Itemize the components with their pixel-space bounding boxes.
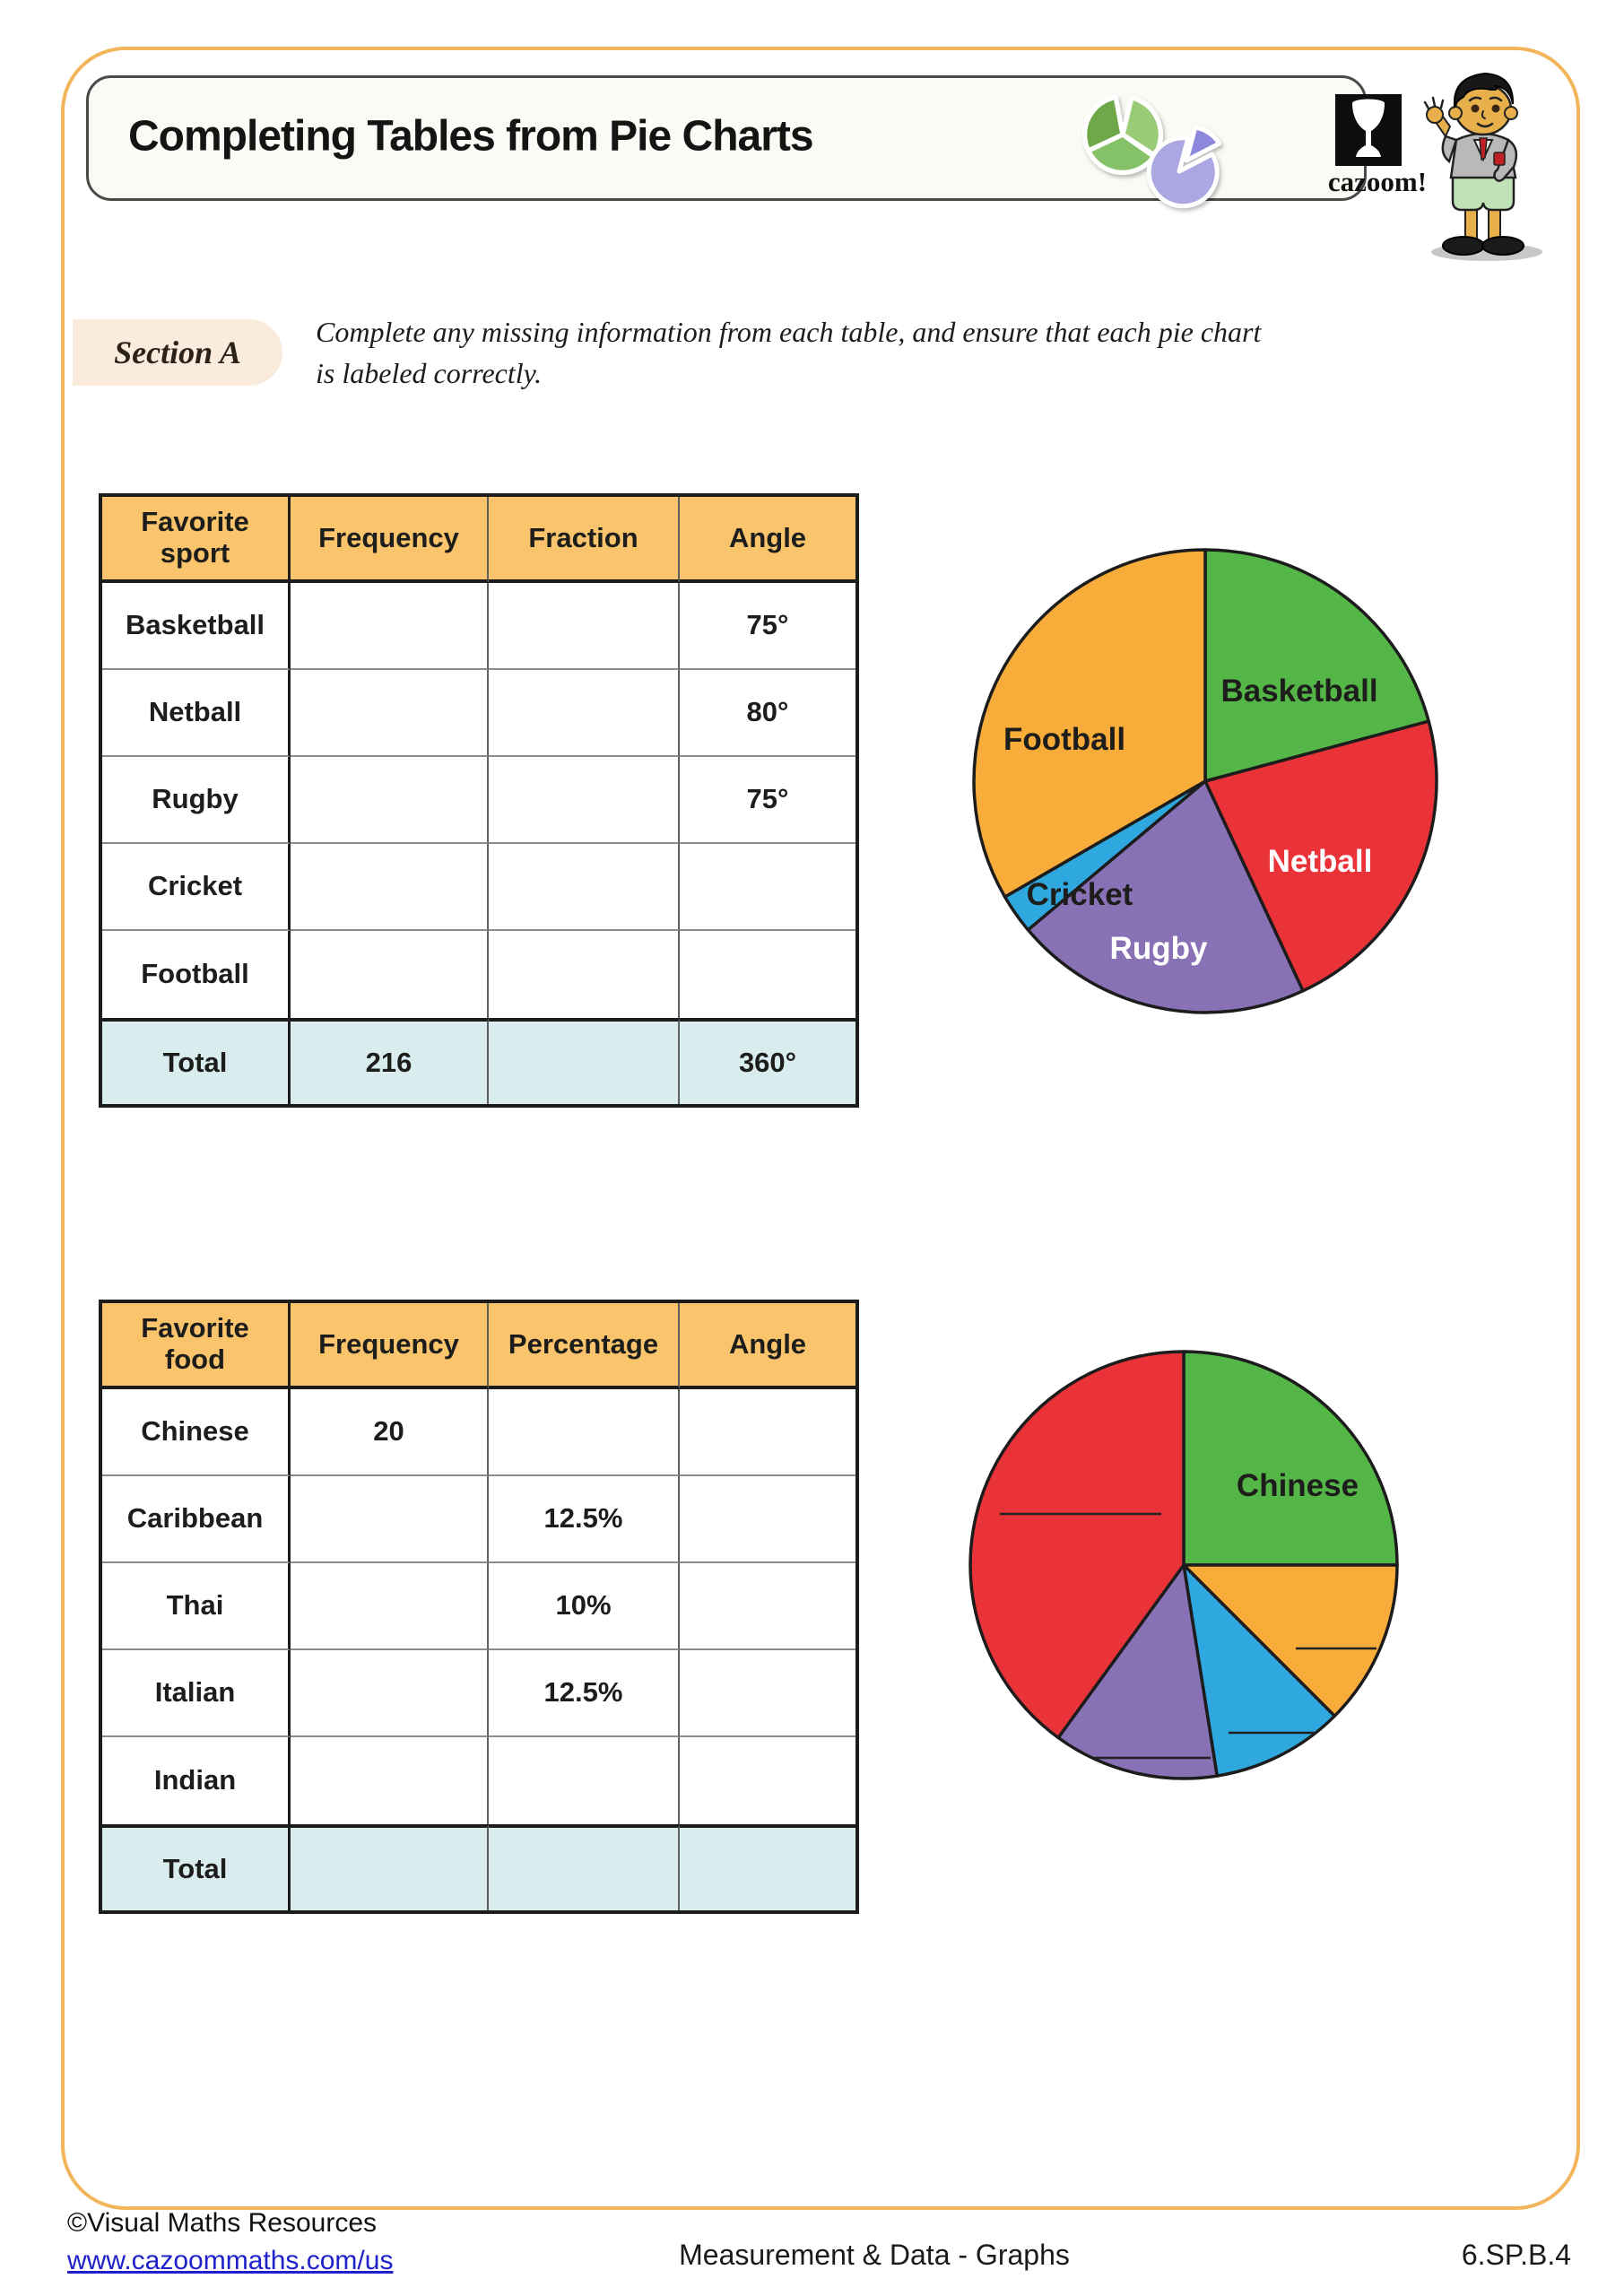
row-blank-cell — [489, 931, 680, 1018]
row-value-cell: 12.5% — [489, 1650, 680, 1737]
total-value-cell: 216 — [291, 1018, 489, 1104]
row-blank-cell — [680, 844, 855, 931]
row-blank-cell — [680, 1563, 855, 1650]
row-blank-cell — [291, 1476, 489, 1563]
total-label-cell: Total — [102, 1824, 291, 1910]
row-blank-cell — [489, 583, 680, 670]
row-blank-cell — [291, 757, 489, 844]
boy-mascot — [1399, 59, 1565, 270]
total-label-cell: Total — [102, 1018, 291, 1104]
section-a-badge: Section A — [73, 319, 282, 386]
total-value-cell: 360° — [680, 1018, 855, 1104]
row-value-cell: 10% — [489, 1563, 680, 1650]
footer-category: Measurement & Data - Graphs — [679, 2239, 1070, 2271]
cazoom-logo-text: cazoom! — [1327, 166, 1428, 197]
row-blank-cell — [291, 931, 489, 1018]
row-blank-cell — [680, 931, 855, 1018]
cazoom-drum-icon — [1335, 94, 1402, 166]
pie-label-netball: Netball — [1267, 844, 1373, 879]
row-value-cell: 80° — [680, 670, 855, 757]
row-blank-cell — [291, 583, 489, 670]
total-blank-cell — [680, 1824, 855, 1910]
row-label-cell: Indian — [102, 1737, 291, 1824]
header-value-cell: Percentage — [489, 1303, 680, 1389]
row-blank-cell — [680, 1737, 855, 1824]
total-blank-cell — [291, 1824, 489, 1910]
header-value-cell: Fraction — [489, 497, 680, 583]
instructions-line-1: Complete any missing information from each table, and ensure that each pie chart — [316, 316, 1262, 348]
row-value-cell: 12.5% — [489, 1476, 680, 1563]
row-blank-cell — [680, 1650, 855, 1737]
row-blank-cell — [680, 1389, 855, 1476]
purple-pie-icon — [1136, 121, 1226, 211]
total-blank-cell — [489, 1824, 680, 1910]
pie-label-football: Football — [1003, 722, 1126, 757]
row-label-cell: Chinese — [102, 1389, 291, 1476]
footer-copyright: ©Visual Maths Resources — [67, 2208, 378, 2238]
header-label-cell: Favorite food — [102, 1303, 291, 1389]
row-label-cell: Thai — [102, 1563, 291, 1650]
row-blank-cell — [291, 1737, 489, 1824]
header-value-cell: Frequency — [291, 497, 489, 583]
pie-slice-chinese — [1184, 1352, 1397, 1565]
row-value-cell: 75° — [680, 583, 855, 670]
row-label-cell: Cricket — [102, 844, 291, 931]
sports-pie-chart — [966, 542, 1445, 1021]
sports-table — [99, 493, 859, 1108]
row-blank-cell — [489, 757, 680, 844]
row-value-cell: 20 — [291, 1389, 489, 1476]
row-label-cell: Netball — [102, 670, 291, 757]
pie-label-cricket: Cricket — [1026, 877, 1133, 912]
row-blank-cell — [489, 1389, 680, 1476]
row-blank-cell — [291, 670, 489, 757]
pie-label-chinese: Chinese — [1236, 1468, 1359, 1503]
row-label-cell: Italian — [102, 1650, 291, 1737]
header-value-cell: Frequency — [291, 1303, 489, 1389]
row-label-cell: Rugby — [102, 757, 291, 844]
header-label-cell: Favorite sport — [102, 497, 291, 583]
title-box — [86, 75, 1428, 201]
row-blank-cell — [489, 1737, 680, 1824]
food-pie-chart — [964, 1345, 1405, 1787]
row-blank-cell — [489, 844, 680, 931]
pie-label-rugby: Rugby — [1109, 931, 1208, 966]
header-value-cell: Angle — [680, 497, 855, 583]
page-title: Completing Tables from Pie Charts — [128, 112, 813, 161]
food-table — [99, 1300, 859, 1914]
row-blank-cell — [291, 1563, 489, 1650]
header-value-cell: Angle — [680, 1303, 855, 1389]
footer-website-link[interactable]: www.cazoommaths.com/us — [67, 2246, 394, 2275]
row-value-cell: 75° — [680, 757, 855, 844]
pie-label-basketball: Basketball — [1220, 674, 1378, 709]
row-label-cell: Football — [102, 931, 291, 1018]
total-blank-cell — [489, 1018, 680, 1104]
row-label-cell: Basketball — [102, 583, 291, 670]
row-blank-cell — [680, 1476, 855, 1563]
row-label-cell: Caribbean — [102, 1476, 291, 1563]
instructions-line-2: is labeled correctly. — [316, 357, 543, 389]
row-blank-cell — [489, 670, 680, 757]
footer-standard-code: 6.SP.B.4 — [1461, 2239, 1571, 2271]
row-blank-cell — [291, 1650, 489, 1737]
row-blank-cell — [291, 844, 489, 931]
